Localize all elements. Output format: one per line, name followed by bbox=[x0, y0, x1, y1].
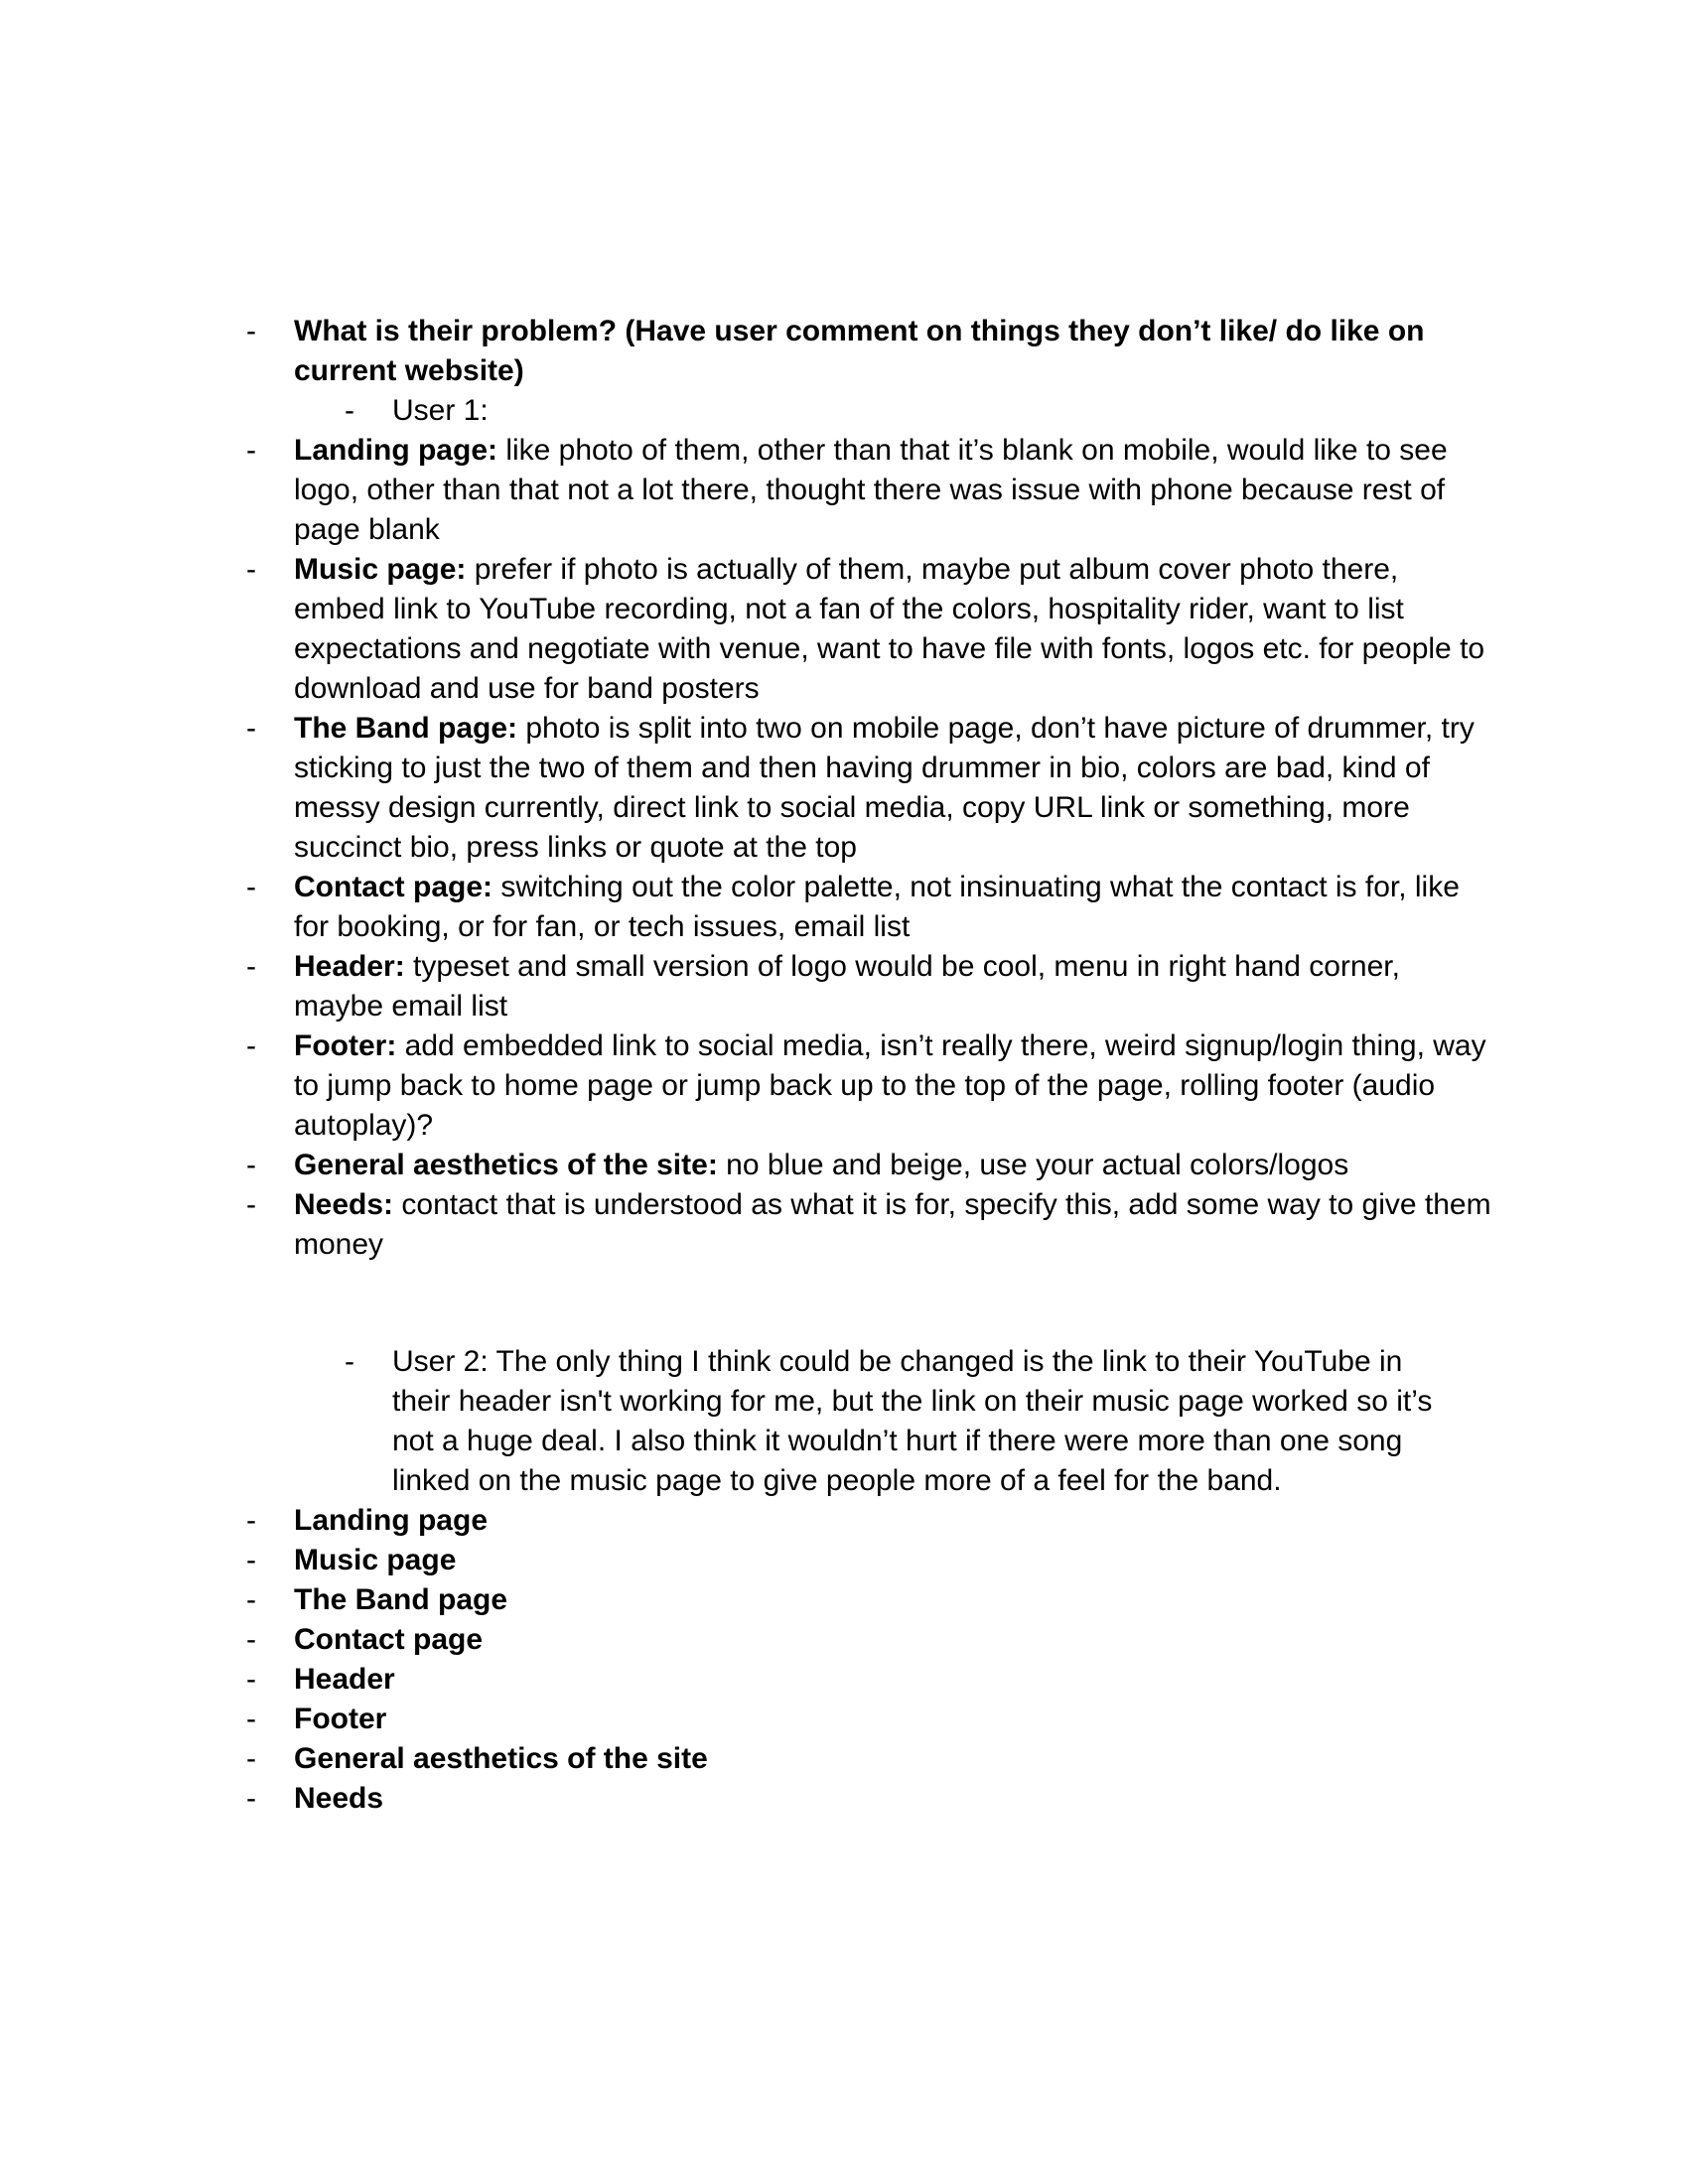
question-text: What is their problem? (Have user comment on things they don’t like/ do like on current website) bbox=[294, 315, 1425, 387]
bullet-dash: - bbox=[246, 1029, 256, 1062]
item-heading: Needs bbox=[294, 1782, 384, 1815]
user1-item-band-page bbox=[0, 709, 1491, 868]
item-text: prefer if photo is actually of them, maybe put album cover photo there, embed link to YouTube recording, not a fan of the colors, hospitality rider, want to list expectations and negotiate with venue, want to have file with fonts, logos etc. for people to download and use for band posters bbox=[294, 553, 1485, 705]
item-text: no blue and beige, use your actual colors/logos bbox=[717, 1149, 1349, 1181]
user1-item-needs bbox=[0, 1185, 1491, 1265]
bullet-dash: - bbox=[246, 1583, 256, 1616]
user2-item-contact-page bbox=[0, 1620, 1491, 1660]
bullet-dash: - bbox=[246, 1188, 256, 1221]
item-heading: The Band page bbox=[294, 1583, 508, 1616]
item-heading: Music page bbox=[294, 1544, 457, 1576]
user1-label: User 1: bbox=[392, 394, 489, 427]
user1-item-landing-page bbox=[0, 431, 1491, 550]
user1-item-footer bbox=[0, 1026, 1491, 1146]
item-text: add embedded link to social media, isn’t really there, weird signup/login thing, way to jump back to home page or jump back up to the top of the page, rolling footer (audio autoplay)? bbox=[294, 1029, 1486, 1142]
user2-item-music-page bbox=[0, 1541, 1491, 1580]
item-heading: General aesthetics of the site: bbox=[294, 1149, 718, 1181]
user1-item-general-aesthetics bbox=[0, 1146, 1491, 1185]
bullet-dash: - bbox=[246, 712, 256, 745]
user2-item-general-aesthetics bbox=[0, 1739, 1491, 1779]
question-item bbox=[0, 312, 1491, 391]
user2-item-needs bbox=[0, 1779, 1491, 1819]
item-text: like photo of them, other than that it’s blank on mobile, would like to see logo, other than that not a lot there, thought there was issue with phone because rest of page blank bbox=[294, 434, 1448, 546]
item-heading: General aesthetics of the site bbox=[294, 1742, 708, 1775]
bullet-dash: - bbox=[246, 1504, 256, 1537]
bullet-dash: - bbox=[345, 1345, 354, 1378]
bullet-dash: - bbox=[246, 315, 256, 347]
item-heading: Needs: bbox=[294, 1188, 394, 1221]
section-spacer bbox=[0, 1265, 1688, 1342]
bullet-dash: - bbox=[246, 1703, 256, 1735]
bullet-dash: - bbox=[246, 1782, 256, 1815]
item-text: contact that is understood as what it is for, specify this, add some way to give them money bbox=[294, 1188, 1491, 1261]
bullet-dash: - bbox=[246, 1623, 256, 1656]
item-text: switching out the color palette, not insinuating what the contact is for, like for booking, or for fan, or tech issues, email list bbox=[294, 871, 1460, 943]
item-heading: Music page: bbox=[294, 553, 467, 586]
item-heading: Landing page bbox=[294, 1504, 488, 1537]
item-heading: The Band page: bbox=[294, 712, 518, 745]
user1-item-header bbox=[0, 947, 1491, 1026]
bullet-dash: - bbox=[246, 871, 256, 903]
item-heading: Header bbox=[294, 1663, 395, 1696]
user2-text: User 2: The only thing I think could be changed is the link to their YouTube in their header isn't working for me, but the link on their music page worked so it’s not a huge deal. I also think it wouldn’t hurt if there were more than one song linked on the music page to give people more of a feel for the band. bbox=[392, 1345, 1433, 1497]
user2-item-footer bbox=[0, 1700, 1491, 1739]
user2-item-landing-page bbox=[0, 1501, 1491, 1541]
document-content bbox=[0, 312, 1688, 1819]
user2-item bbox=[0, 1342, 1465, 1501]
user1-item-contact-page bbox=[0, 868, 1491, 947]
bullet-dash: - bbox=[345, 394, 354, 427]
bullet-dash: - bbox=[246, 1149, 256, 1181]
bullet-dash: - bbox=[246, 950, 256, 983]
bullet-dash: - bbox=[246, 434, 256, 467]
user1-label-item bbox=[0, 391, 1465, 431]
item-text: typeset and small version of logo would be cool, menu in right hand corner, maybe email list bbox=[294, 950, 1400, 1023]
item-heading: Contact page: bbox=[294, 871, 493, 903]
bullet-dash: - bbox=[246, 1742, 256, 1775]
bullet-dash: - bbox=[246, 1663, 256, 1696]
user1-item-music-page bbox=[0, 550, 1491, 709]
user2-item-header bbox=[0, 1660, 1491, 1700]
item-heading: Landing page: bbox=[294, 434, 497, 467]
item-heading: Footer bbox=[294, 1703, 387, 1735]
item-text: photo is split into two on mobile page, don’t have picture of drummer, try sticking to just the two of them and then having drummer in bio, colors are bad, kind of messy design currently, direct link to social media, copy URL link or something, more succinct bio, press links or quote at the top bbox=[294, 712, 1475, 864]
bullet-dash: - bbox=[246, 1544, 256, 1576]
item-heading: Header: bbox=[294, 950, 405, 983]
item-heading: Footer: bbox=[294, 1029, 397, 1062]
user2-item-band-page bbox=[0, 1580, 1491, 1620]
bullet-dash: - bbox=[246, 553, 256, 586]
item-heading: Contact page bbox=[294, 1623, 484, 1656]
